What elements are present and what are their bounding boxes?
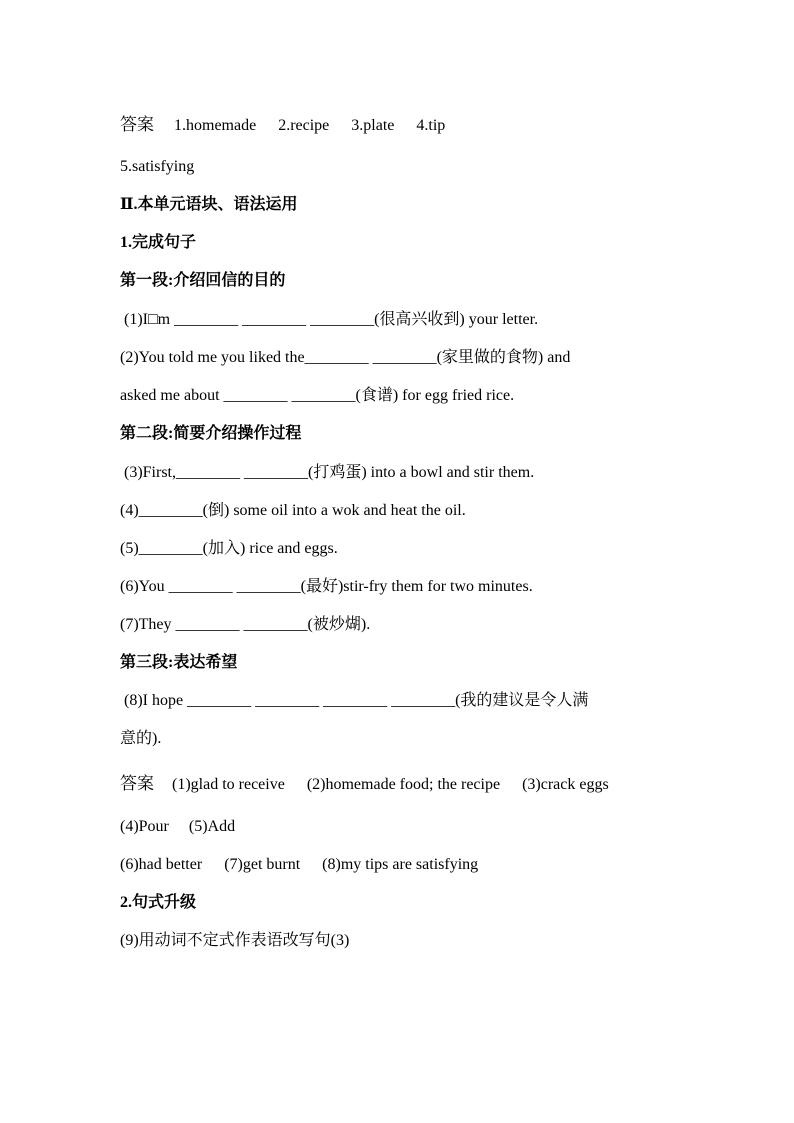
answer-item: 4.tip (416, 117, 446, 134)
paragraph-title: 第一段:介绍回信的目的 (120, 272, 286, 289)
paragraph-title: 第三段:表达希望 (120, 654, 238, 671)
sentence-4: (4)________(倒) some oil into a wok and heat the oil. (120, 502, 466, 519)
answer-item: (1)glad to receive (172, 776, 285, 793)
sentence-9: (9)用动词不定式作表语改写句(3) (120, 932, 350, 949)
sentence-2-line-1: (2)You told me you liked the________ ________(家里做的食物) and (120, 349, 571, 366)
answer-line-1 (120, 115, 445, 136)
answer-label: 答案 (120, 774, 154, 793)
answer-line-wrap: 5.satisfying (120, 158, 195, 175)
subsection-title: 2.句式升级 (120, 894, 197, 911)
answer-item: (5)Add (188, 818, 236, 835)
answer-item: (4)Pour (120, 818, 169, 835)
sentence-2-line-2: asked me about ________ ________(食谱) for egg fried rice. (120, 387, 515, 404)
answer-item: 3.plate (351, 117, 395, 134)
answer-item: 1.homemade (174, 117, 257, 134)
sentence-8-line-2: 意的). (120, 730, 162, 747)
answer-line-2 (120, 774, 609, 795)
section-heading: Ⅱ.本单元语块、语法运用 (120, 196, 298, 213)
sentence-3: (3)First,________ ________(打鸡蛋) into a bowl and stir them. (124, 464, 535, 481)
paragraph-title: 第二段:简要介绍操作过程 (120, 425, 302, 442)
answer-item: (8)my tips are satisfying (322, 856, 479, 873)
answer-line-4 (120, 855, 478, 875)
answer-line-3 (120, 817, 235, 837)
sentence-6: (6)You ________ ________(最好)stir-fry them for two minutes. (120, 578, 533, 595)
answer-label: 答案 (120, 115, 154, 134)
answer-item: (6)had better (120, 856, 203, 873)
sentence-1: (1)I□m ________ ________ ________(很高兴收到) your letter. (124, 311, 539, 328)
sentence-7: (7)They ________ ________(被炒煳). (120, 616, 371, 633)
answer-item: (2)homemade food; the recipe (306, 776, 501, 793)
sentence-8-line-1: (8)I hope ________ ________ ________ ________(我的建议是令人满 (124, 692, 589, 709)
subsection-title: 1.完成句子 (120, 234, 197, 251)
answer-item: (3)crack eggs (522, 776, 609, 793)
answer-item: 2.recipe (278, 117, 330, 134)
answer-item: (7)get burnt (224, 856, 301, 873)
sentence-5: (5)________(加入) rice and eggs. (120, 540, 338, 557)
